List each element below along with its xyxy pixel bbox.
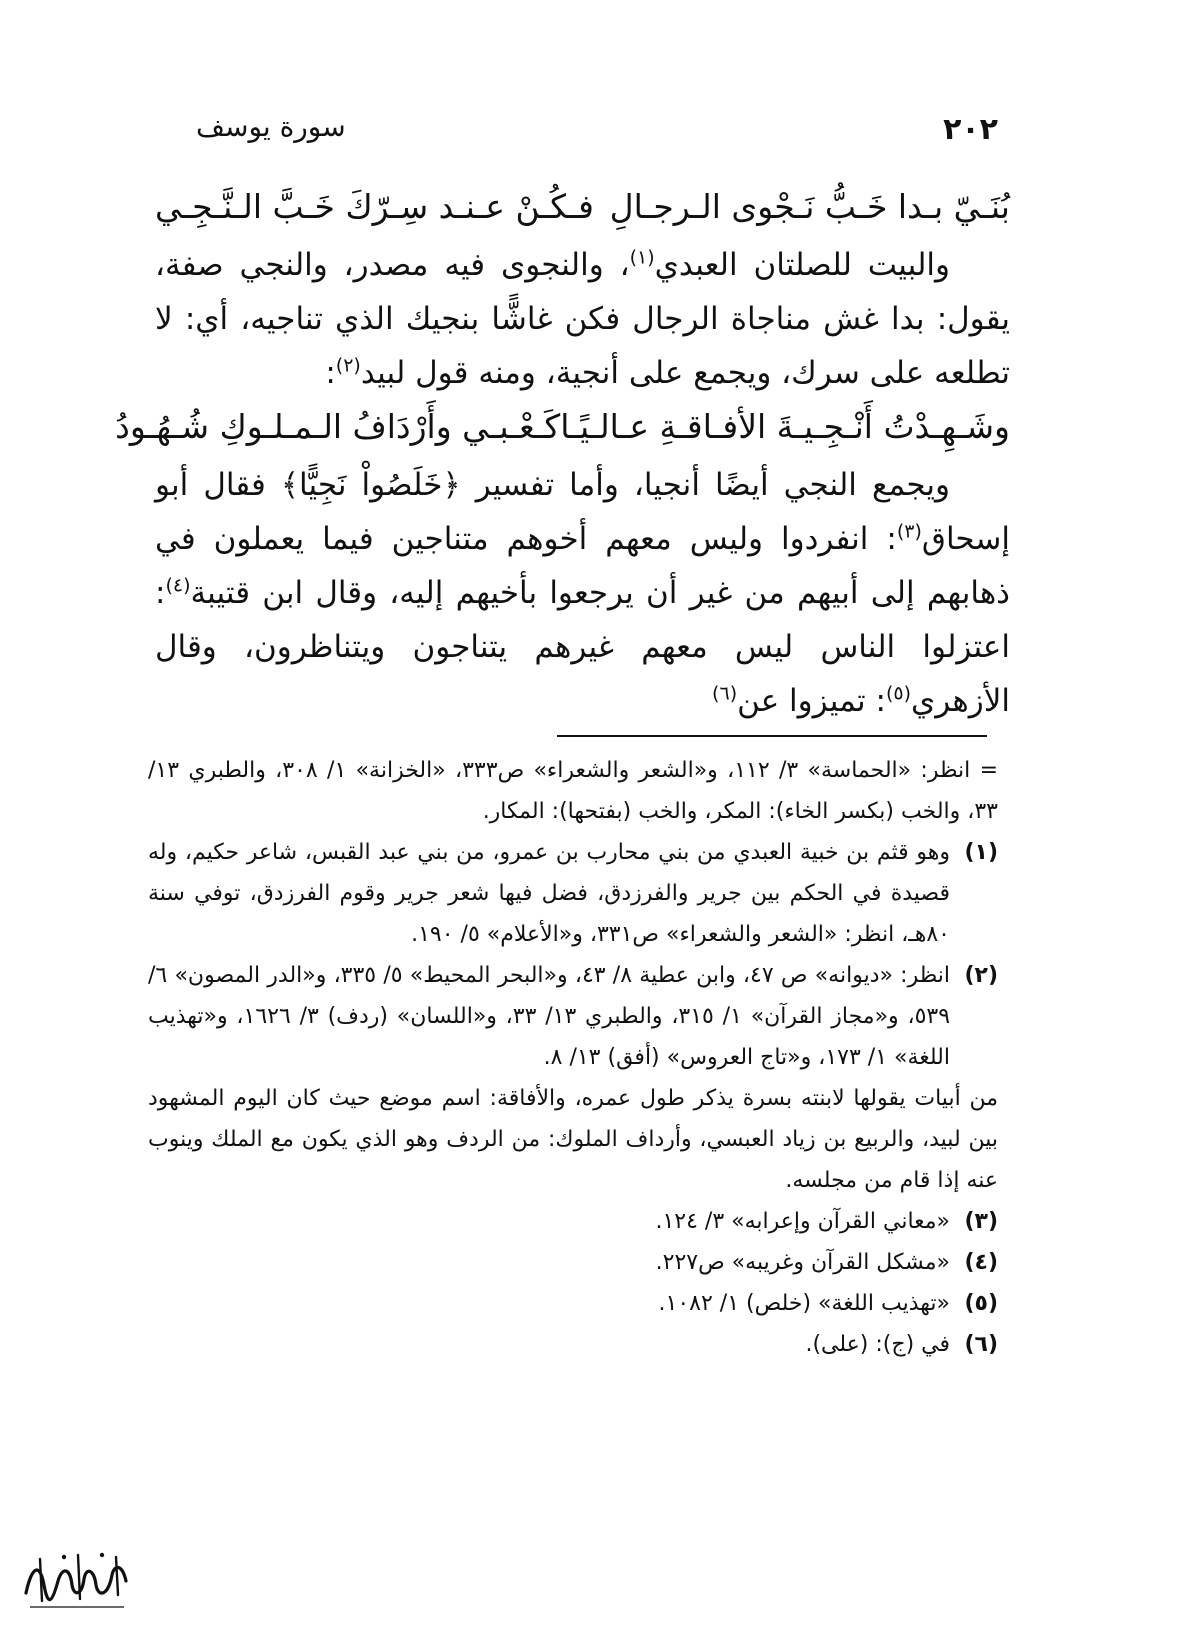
footnote-number: (٢) <box>964 963 998 988</box>
verse-right-hemistich: وشَـهِـدْتُ أَنْـجِـيـةَ الأفـاقـةِ عـالـيًـا <box>560 407 1010 446</box>
surah-title: سورة يوسف <box>196 110 346 143</box>
footnote-number: (٦) <box>964 1332 998 1357</box>
footnote-reference[interactable]: (٥) <box>885 682 912 705</box>
paragraph-text: ، والنجوى فيه مصدر، والنجي صفة، يقول: بدا غش مناجاة الرجال فكن غاشًّا بنجيك الذي تناجيه، أي: لا تطلعه على سرك، ويجمع على أنجية، ومنه قول لبيد <box>155 247 1010 391</box>
footnote-text: «معاني القرآن وإعرابه» ٣/ ١٢٤. <box>655 1209 950 1234</box>
body-paragraph <box>155 238 1010 400</box>
paragraph-text: فقال أبو إسحاق <box>155 467 1010 557</box>
verse-left-hemistich: كَـعْـبـي وأَرْدَافُ الـمـلـوكِ شُـهُـودُ <box>115 407 561 446</box>
verse-left-hemistich: فـكُـنْ عـنـد سِـرّكَ خَـبَّ الـنَّـجِـي <box>155 187 594 226</box>
poetry-verse <box>115 400 1010 458</box>
footnote-continuation: = انظر: «الحماسة» ٣/ ١١٢، و«الشعر والشعراء» ص٣٣٣، «الخزانة» ١/ ٣٠٨، والطبري ١٣/ ٣٣، والخب (بكسر الخاء): المكر، والخب (بفتحها): المكار. <box>148 758 998 824</box>
footnote-number: (٣) <box>964 1209 998 1234</box>
publisher-logo-icon <box>18 1545 136 1615</box>
paragraph-text: : تميزوا عن <box>737 683 886 719</box>
footnote-item <box>148 1242 998 1283</box>
footnote-note: من أبيات يقولها لابنته بسرة يذكر طول عمره، والأفاقة: اسم موضع حيث كان اليوم المشهود بين لبيد، والربيع بن زياد العبسي، وأرداف الملوك: من الردف وهو الذي يكون مع الملك وينوب عنه إذا قام من مجلسه. <box>148 1086 998 1193</box>
footnote-item <box>148 832 998 955</box>
verse-right-hemistich: بُنَـيّ بـدا خَـبُّ نَـجْوى الـرجـالِ <box>609 187 1010 226</box>
footnote-text: في (ج): (على). <box>805 1332 950 1357</box>
footnote-reference[interactable]: (٣) <box>896 520 922 543</box>
footnote-divider <box>557 735 987 737</box>
poetry-verse <box>155 180 1010 238</box>
footnote-text: وهو قثم بن خبية العبدي من بني محارب بن عمرو، من بني عبد القبس، شاعر حكيم، وله قصيدة في الحكم بين جرير والفرزدق، فضل فيها شعر جرير وقوم الفرزدق، توفي سنة ٨٠هـ، انظر: «الشعر والشعراء» ص٣٣١، و«الأعلام» ٥/ ١٩٠. <box>148 840 950 947</box>
page-header <box>138 108 998 158</box>
footnote-reference[interactable]: (٦) <box>712 682 738 705</box>
paragraph-text: والبيت للصلتان العبدي <box>654 247 950 283</box>
footnote-item <box>148 1201 998 1242</box>
footnote-reference[interactable]: (٤) <box>165 574 191 597</box>
footnote-number: (٥) <box>964 1291 998 1316</box>
paragraph-text: : اعتزلوا الناس ليس معهم غيرهم يتناجون ويتناظرون، وقال الأزهري <box>155 575 1010 719</box>
footnote-number: (٤) <box>964 1250 998 1275</box>
footnote-item <box>148 1324 998 1365</box>
paragraph-text: ويجمع النجي أيضًا أنجيا، وأما تفسير <box>475 467 950 503</box>
footnote-text: «تهذيب اللغة» (خلص) ١/ ١٠٨٢. <box>658 1291 950 1316</box>
paragraph-text: : <box>325 355 336 391</box>
body-paragraph <box>155 458 1010 728</box>
footnote-item <box>148 955 998 1078</box>
quran-phrase: ﴿خَلَصُواْ نَجِيًّا﴾ <box>280 467 461 503</box>
footnote-reference[interactable]: (١) <box>629 246 655 269</box>
paragraph-text: : انفردوا وليس معهم أخوهم متناجين فيما يعملون في ذهابهم إلى أبيهم من غير أن يرجعوا بأخيهم إليه، وقال ابن قتيبة <box>155 521 1010 611</box>
footnote-text: «مشكل القرآن وغريبه» ص٢٢٧. <box>655 1250 950 1275</box>
footnote-number: (١) <box>964 840 998 865</box>
footnote-text: انظر: «ديوانه» ص ٤٧، وابن عطية ٨/ ٤٣، و«البحر المحيط» ٥/ ٣٣٥، و«الدر المصون» ٦/ ٥٣٩، و«مجاز القرآن» ١/ ٣١٥، والطبري ١٣/ ٣٣، و«اللسان» (ردف) ٣/ ١٦٢٦، و«تهذيب اللغة» ١/ ١٧٣، و«تاج العروس» (أفق) ١٣/ ٨. <box>148 963 951 1070</box>
footnote-reference[interactable]: (٢) <box>335 354 361 377</box>
footnotes-section <box>148 750 998 1365</box>
footnote-item <box>148 1283 998 1324</box>
page-number: ٢٠٢ <box>943 112 998 147</box>
main-text <box>115 180 1010 728</box>
